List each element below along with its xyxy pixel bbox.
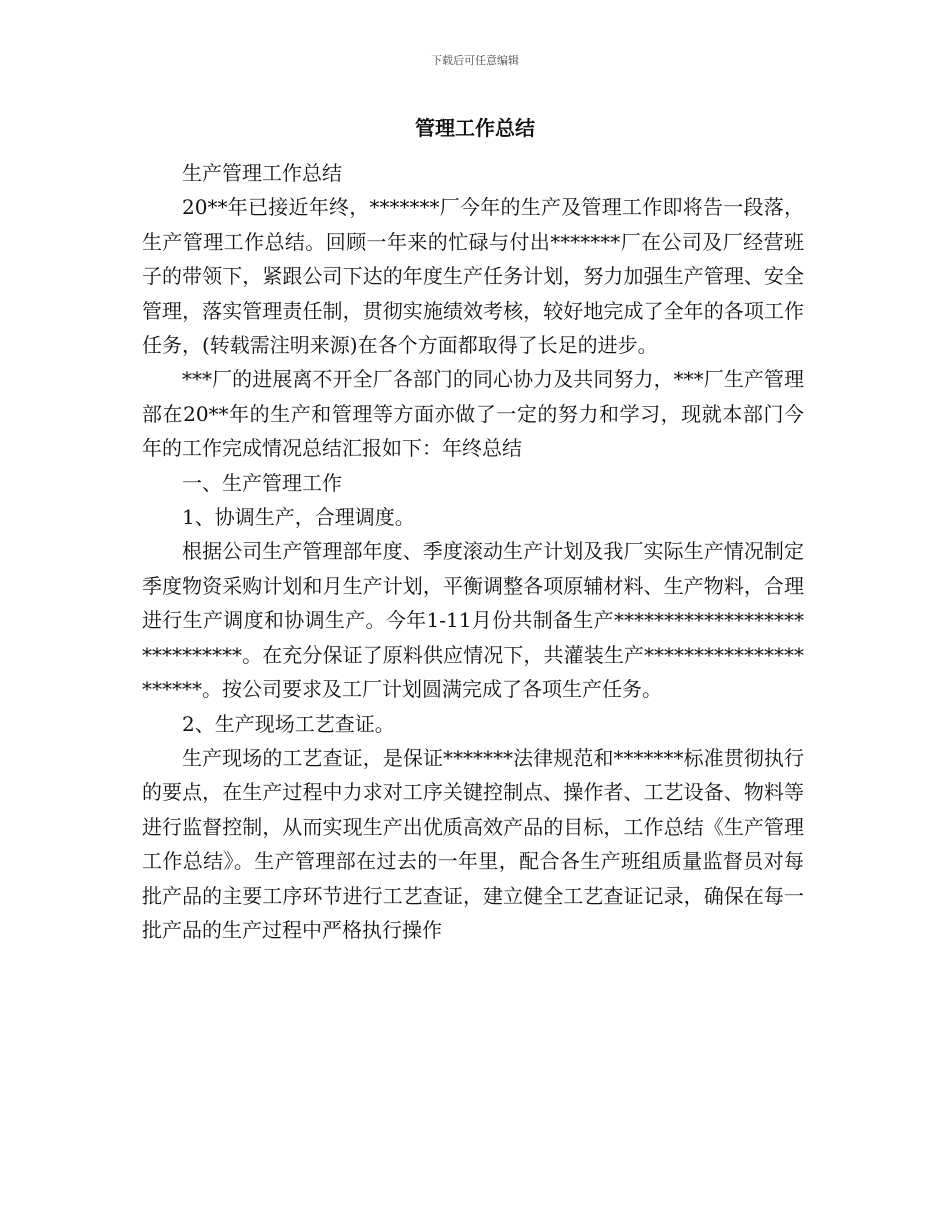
header-note: 下载后可任意编辑 <box>431 54 519 67</box>
subsection-heading-1: 1、协调生产，合理调度。 <box>182 505 415 530</box>
paragraph-subtitle: 生产管理工作总结 <box>182 161 342 185</box>
section-heading-1: 一、生产管理工作 <box>182 470 342 495</box>
document-title: 管理工作总结 <box>415 116 535 140</box>
paragraph-intro: 20**年已接近年终，*******厂今年的生产及管理工作即将告一段落，生产管理工作总结。回顾一年来的忙碌与付出*******厂在公司及厂经营班子的带领下，紧跟公司下达的年度生产任务计划，努力加强生产管理、安全管理，落实管理责任制，贯彻实施绩效考核，较好地完成了全年的各项工作任务，(转载需注明来源)在各个方面都取得了长足的进步。 <box>142 195 804 358</box>
subsection-heading-2: 2、生产现场工艺查证。 <box>182 711 395 736</box>
paragraph-department: ***厂的进展离不开全厂各部门的同心协力及共同努力，***厂生产管理部在20**年的生产和管理等方面亦做了一定的努力和学习，现就本部门今年的工作完成情况总结汇报如下：年终总结 <box>142 367 804 461</box>
document-body <box>142 156 804 947</box>
paragraph-scheduling: 根据公司生产管理部年度、季度滚动生产计划及我厂实际生产情况制定季度物资采购计划和月生产计划，平衡调整各项原辅材料、生产物料，合理进行生产调度和协调生产。今年1-11月份共制备生产*****************************。在充分保证了原料供应情况下，共灌装生产**********************。按公司要求及工厂计划圆满完成了各项生产任务。 <box>142 539 804 702</box>
paragraph-process-verification: 生产现场的工艺查证，是保证*******法律规范和*******标准贯彻执行的要点，在生产过程中力求对工序关键控制点、操作者、工艺设备、物料等进行监督控制，从而实现生产出优质高效产品的目标，工作总结《生产管理工作总结》。生产管理部在过去的一年里，配合各生产班组质量监督员对每批产品的主要工序环节进行工艺查证，建立健全工艺查证记录，确保在每一批产品的生产过程中严格执行操作 <box>142 745 804 942</box>
